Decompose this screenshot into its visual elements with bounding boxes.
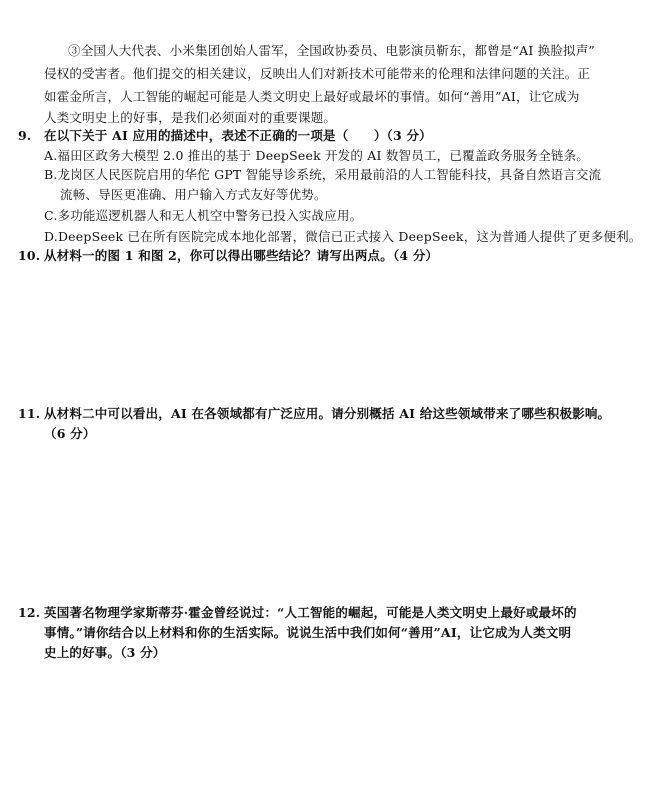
question-12-stem-line-1: 英国著名物理学家斯蒂芬·霍金曾经说过：“人工智能的崛起，可能是人类文明史上最好或最坏的 — [44, 605, 577, 620]
question-11 — [18, 404, 610, 423]
question-11-stem-line-1: 从材料二中可以看出，AI 在各领域都有广泛应用。请分别概括 AI 给这些领域带来了哪些积极影响。 — [44, 406, 611, 421]
question-10-stem: 从材料一的图 1 和图 2，你可以得出哪些结论？请写出两点。（4 分） — [44, 248, 439, 263]
question-12-number: 12. — [18, 605, 41, 620]
question-9-option-a: A.福田区政务大模型 2.0 推出的基于 DeepSeek 开发的 AI 数智员工，已覆盖政务服务全链条。 — [44, 148, 590, 163]
material-paragraph-line-1: ③全国人大代表、小米集团创始人雷军，全国政协委员、电影演员靳东，都曾是“AI 换脸拟声” — [68, 43, 596, 58]
question-10 — [18, 246, 438, 265]
question-12 — [18, 603, 577, 622]
question-11-stem-line-2: （6 分） — [44, 426, 96, 441]
question-9-option-b-line-2: 流畅、导医更准确、用户输入方式友好等优势。 — [60, 187, 327, 202]
question-11-number: 11. — [18, 406, 41, 421]
material-paragraph-line-4: 人类文明史上的好事，是我们必须面对的重要课题。 — [44, 110, 337, 125]
material-paragraph-line-2: 侵权的受害者。他们提交的相关建议，反映出人们对新技术可能带来的伦理和法律问题的关注。正 — [44, 66, 591, 81]
question-9-stem: 在以下关于 AI 应用的描述中，表述不正确的一项是（ ）（3 分） — [44, 128, 432, 143]
question-12-stem-line-3: 史上的好事。（3 分） — [44, 645, 166, 660]
question-9-option-d: D.DeepSeek 已在所有医院完成本地化部署，微信已正式接入 DeepSeek，这为普通人提供了更多便利。 — [44, 229, 642, 244]
material-paragraph-line-3: 如霍金所言，人工智能的崛起可能是人类文明史上最好或最坏的事情。如何“善用”AI，让它成为 — [44, 89, 580, 104]
question-9-option-b-line-1: B.龙岗区人民医院启用的华佗 GPT 智能导诊系统，采用最前沿的人工智能科技，具备自然语言交流 — [44, 167, 602, 182]
question-9-option-c: C.多功能巡逻机器人和无人机空中警务已投入实战应用。 — [44, 208, 363, 223]
question-12-stem-line-2: 事情。”请你结合以上材料和你的生活实际。说说生活中我们如何“善用”AI，让它成为人类文明 — [44, 625, 572, 640]
question-10-number: 10. — [18, 248, 41, 263]
question-9-number: 9. — [18, 128, 32, 143]
question-9 — [18, 126, 432, 145]
